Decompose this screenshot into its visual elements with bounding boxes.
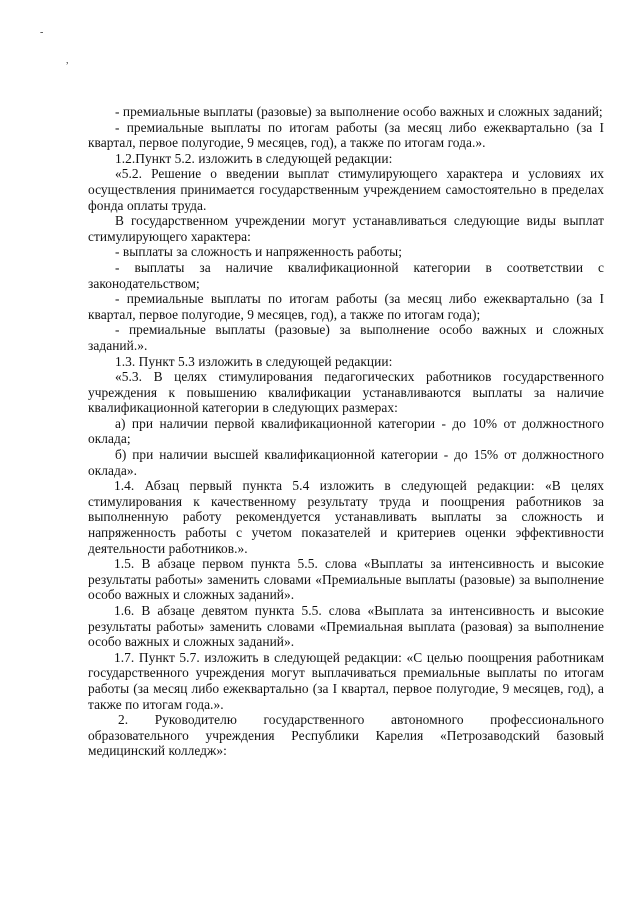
list-item: - премиальные выплаты (разовые) за выполнение особо важных и сложных заданий.». xyxy=(88,322,604,353)
list-item: - премиальные выплаты по итогам работы (за месяц либо ежеквартально (за I квартал, первое полугодие, 9 месяцев, год), а также по итогам года); xyxy=(88,291,604,322)
paragraph: 1.3. Пункт 5.3 изложить в следующей редакции: xyxy=(115,353,393,369)
paragraph: 2. Руководителю государственного автономного профессионального образовательного учреждения Республики Карелия «Петрозаводский базовый медицинский колледж»: xyxy=(88,712,604,759)
paragraph: 1.5. В абзаце первом пункта 5.5. слова «Выплаты за интенсивность и высокие результаты работы» заменить словами «Премиальные выплаты (разовые) за выполнение особо важных и сложных заданий». xyxy=(88,556,604,603)
document-body xyxy=(88,104,604,759)
paragraph: 1.2.Пункт 5.2. изложить в следующей редакции: xyxy=(115,150,393,166)
list-item: б) при наличии высшей квалификационной категории - до 15% от должностного оклада». xyxy=(88,447,604,478)
paragraph: 1.6. В абзаце девятом пункта 5.5. слова «Выплата за интенсивность и высокие результаты работы» заменить словами «Премиальная выплата (разовая) за выполнение особо важных и сложных заданий». xyxy=(88,603,604,650)
scan-artifact-comma: , xyxy=(66,55,69,66)
paragraph: 1.4. Абзац первый пункта 5.4 изложить в следующей редакции: «В целях стимулирования к качественному результату труда и поощрения работников за выполненную работу рекомендуется устанавливать выплаты за сложность и напряженность работы с учетом показателей и критериев оценки эффективности деятельности работников.». xyxy=(88,478,604,556)
paragraph: 1.7. Пункт 5.7. изложить в следующей редакции: «С целью поощрения работникам государственного учреждения могут выплачиваться премиальные выплаты по итогам работы (за месяц либо ежеквартально (за I квартал, первое полугодие, 9 месяцев, год), а также по итогам года.». xyxy=(88,649,604,712)
paragraph: «5.3. В целях стимулирования педагогических работников государственного учреждения к повышению квалификации устанавливаются выплаты за наличие квалификационной категории в следующих размерах: xyxy=(88,369,604,416)
paragraph: «5.2. Решение о введении выплат стимулирующего характера и условиях их осуществления принимается государственным учреждением самостоятельно в пределах фонда оплаты труда. xyxy=(88,166,604,213)
scan-artifact-dash: - xyxy=(40,27,44,38)
paragraph: - премиальные выплаты (разовые) за выполнение особо важных и сложных заданий; xyxy=(115,104,603,119)
paragraph: В государственном учреждении могут устанавливаться следующие виды выплат стимулирующего характера: xyxy=(88,213,604,244)
list-item: - выплаты за наличие квалификационной категории в соответствии с законодательством; xyxy=(88,259,604,291)
paragraph: - премиальные выплаты по итогам работы (за месяц либо ежеквартально (за I квартал, первое полугодие, 9 месяцев, год), а также по итогам года.». xyxy=(88,119,604,151)
list-item: - выплаты за сложность и напряженность работы; xyxy=(115,244,402,260)
list-item: а) при наличии первой квалификационной категории - до 10% от должностного оклада; xyxy=(88,415,604,447)
